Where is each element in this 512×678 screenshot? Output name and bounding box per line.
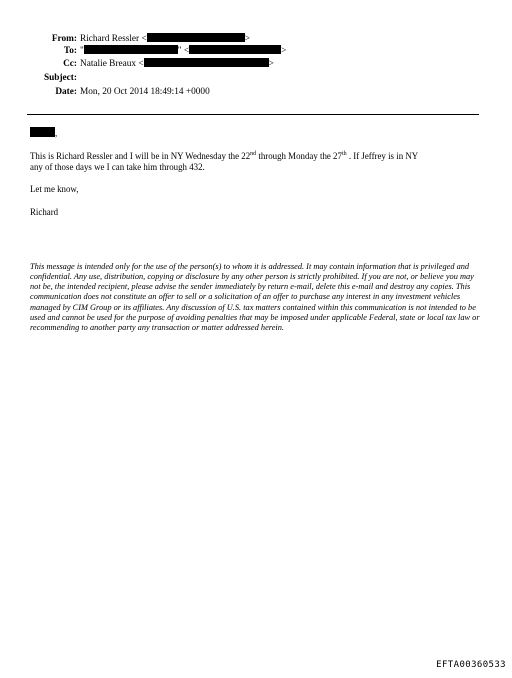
redaction-box xyxy=(84,45,178,54)
redaction-box xyxy=(189,45,281,54)
greeting xyxy=(30,127,485,139)
from-label: From: xyxy=(51,34,77,44)
redaction-box xyxy=(147,33,245,42)
header-from-row xyxy=(0,33,250,45)
from-value: Richard Ressler < xyxy=(80,34,147,44)
header-divider xyxy=(27,114,479,115)
to-value: " xyxy=(80,46,84,56)
cc-value: Natalie Breaux < xyxy=(80,59,144,69)
to-mid: " < xyxy=(177,46,190,56)
header-to-row xyxy=(0,45,286,57)
body-line1-sup1: nd xyxy=(250,151,257,158)
cc-close: > xyxy=(268,59,274,69)
redaction-box xyxy=(30,127,58,138)
body-signature: Richard xyxy=(30,207,59,217)
subject-label: Subject: xyxy=(43,73,77,83)
redaction-box xyxy=(144,58,269,67)
header-subject-row xyxy=(0,72,80,84)
cc-label: Cc: xyxy=(63,59,77,69)
greeting-suffix: , xyxy=(55,128,58,138)
body-line1-sup2: th xyxy=(341,151,347,158)
header-date-row xyxy=(0,86,210,98)
body-line2: any of those days we I can take him through 432. xyxy=(30,162,205,172)
header-cc-row xyxy=(0,58,274,70)
body-closing: Let me know, xyxy=(30,184,79,194)
document-id: EFTA00360533 xyxy=(436,660,506,670)
body-line1-b: through Monday the 27 xyxy=(256,151,342,161)
date-value: Mon, 20 Oct 2014 18:49:14 +0000 xyxy=(80,87,210,97)
date-label: Date: xyxy=(55,87,77,97)
to-close: > xyxy=(281,46,287,56)
body-paragraph xyxy=(30,151,485,173)
body-line1-c: . If Jeffrey is in NY xyxy=(346,151,419,161)
body-line1-a: This is Richard Ressler and I will be in NY Wednesday the 22 xyxy=(30,151,251,161)
legal-disclaimer: This message is intended only for the use of the person(s) to whom it is addressed. It may contain information that is privileged and confidential. Any use, distribution, copying or disclosure by any other person is strictly prohibited. If you are not, or believe you may not be, the intended recipient, please advise the sender immediately by return e-mail, delete this e-mail and destroy any copies. This communication does not constitute an offer to sell or a solicitation of an offer to purchase any interest in any investment vehicles managed by CIM Group or its affiliates. Any discussion of U.S. tax matters contained within this communication is not intended to be used and cannot be used for the purpose of avoiding penalties that may be imposed under applicable Federal, state or local tax law or recommending to another party any transaction or matter addressed herein. xyxy=(30,262,480,332)
from-close: > xyxy=(244,34,250,44)
to-label: To: xyxy=(63,46,77,56)
